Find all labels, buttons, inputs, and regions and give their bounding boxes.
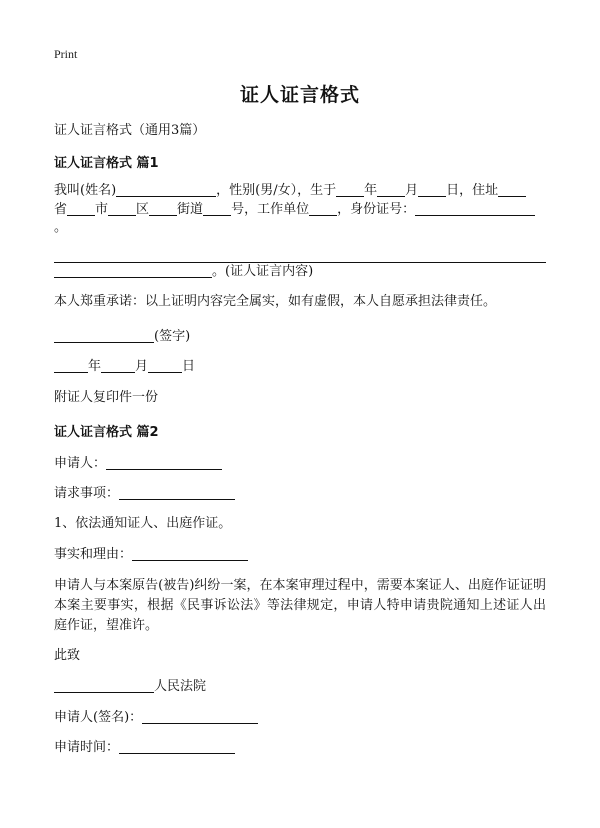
date-month-blank xyxy=(101,358,135,373)
date-year-blank xyxy=(54,358,88,373)
month-blank xyxy=(377,182,405,197)
facts-row xyxy=(54,545,248,565)
request-blank xyxy=(119,485,235,500)
applicant-sign-label: 申请人(签名)： xyxy=(54,710,143,725)
court-row xyxy=(54,677,206,697)
apply-time-label: 申请时间： xyxy=(54,740,120,755)
sign-label: (签字) xyxy=(154,329,191,344)
date-month-label: 月 xyxy=(135,359,149,374)
attach-text: 附证人复印件一份 xyxy=(54,390,159,405)
body-paragraph: 申请人与本案原告(被告)纠纷一案，在本案审理过程中，需要本案证人、出庭作证证明本案主要事实，根据《民事诉讼法》等法律规定，申请人特申请贵院通知上述证人出庭作证，望准许。 xyxy=(54,578,546,633)
date-year-label: 年 xyxy=(88,359,102,374)
gender-label: ，性别(男/女），生于 xyxy=(216,183,337,198)
district-blank xyxy=(108,201,136,216)
month-label: 月 xyxy=(405,183,419,198)
province-label: 省 xyxy=(54,202,68,217)
workplace-label: 号，工作单位 xyxy=(231,202,310,217)
number-blank xyxy=(203,201,231,216)
content-row xyxy=(54,262,313,282)
name-label: 我叫(姓名) xyxy=(54,183,117,198)
address-label: 日，住址 xyxy=(446,183,499,198)
print-link[interactable]: Print xyxy=(54,47,78,61)
day-blank xyxy=(418,182,446,197)
street-blank xyxy=(149,201,177,216)
applicant-label: 申请人： xyxy=(54,456,107,471)
content-label: 。(证人证言内容) xyxy=(212,264,314,279)
apply-time-row xyxy=(54,738,235,758)
workplace-blank xyxy=(309,201,337,216)
apply-time-blank xyxy=(119,739,235,754)
address-blank xyxy=(498,182,526,197)
promise-text: 本人郑重承诺：以上证明内容完全属实，如有虚假，本人自愿承担法律责任。 xyxy=(54,294,497,309)
applicant-blank xyxy=(106,455,222,470)
item1-text: 1、依法通知证人、出庭作证。 xyxy=(54,516,232,531)
court-label: 人民法院 xyxy=(154,679,207,694)
applicant-row xyxy=(54,454,222,474)
street-label: 街道 xyxy=(177,202,204,217)
date-day-label: 日 xyxy=(182,359,196,374)
date-day-blank xyxy=(148,358,182,373)
city-label: 市 xyxy=(95,202,109,217)
sign-blank xyxy=(54,328,154,343)
section1-line3: 。 xyxy=(54,220,68,235)
name-blank xyxy=(116,182,216,197)
document-subtitle: 证人证言格式（通用3篇） xyxy=(54,123,206,138)
applicant-sign-blank xyxy=(142,709,258,724)
year-blank xyxy=(336,182,364,197)
date-row xyxy=(54,357,195,377)
facts-label: 事实和理由： xyxy=(54,547,133,562)
applicant-sign-row xyxy=(54,708,258,728)
court-blank xyxy=(54,678,154,693)
section1-line1 xyxy=(54,181,526,201)
year-label: 年 xyxy=(364,183,378,198)
request-label: 请求事项： xyxy=(54,486,120,501)
cizhi-text: 此致 xyxy=(54,648,81,663)
content-blank xyxy=(54,263,212,278)
district-label: 区 xyxy=(136,202,150,217)
sign-row xyxy=(54,327,190,347)
id-label: ，身份证号： xyxy=(337,202,416,217)
city-blank xyxy=(67,201,95,216)
section1-line2 xyxy=(54,200,535,220)
section1-heading: 证人证言格式 篇1 xyxy=(54,156,159,171)
document-title: 证人证言格式 xyxy=(239,84,360,106)
facts-blank xyxy=(132,546,248,561)
section2-heading: 证人证言格式 篇2 xyxy=(54,425,159,440)
id-blank xyxy=(415,201,535,216)
request-row xyxy=(54,484,235,504)
